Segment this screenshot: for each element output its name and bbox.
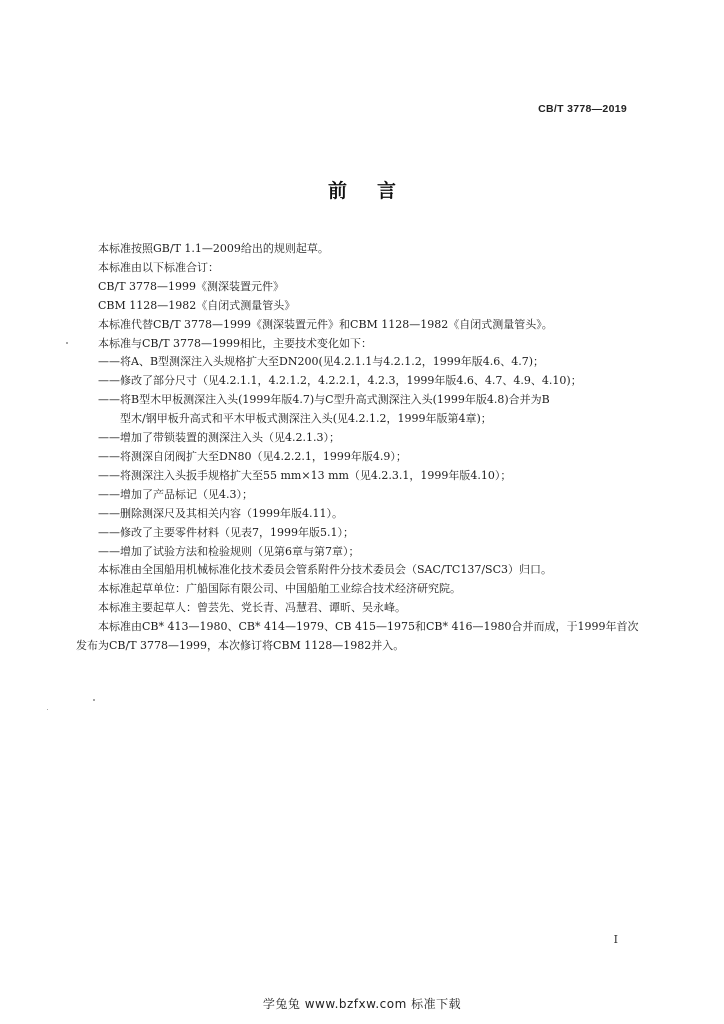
paragraph-merged-intro: 本标准由以下标准合订： <box>98 260 219 274</box>
paragraph-merged-standard-2: CBM 1128—1982《自闭式测量管头》 <box>98 298 296 312</box>
scan-speck <box>93 699 95 701</box>
page-title: 前言 <box>327 180 426 202</box>
paragraph-replaces: 本标准代替CB/T 3778—1999《测深装置元件》和CBM 1128—1982《自闭式测量管头》。 <box>98 317 553 331</box>
paragraph-drafting-rules: 本标准按照GB/T 1.1—2009给出的规则起草。 <box>98 242 329 255</box>
paragraph-history: 本标准由CB* 413—1980、CB* 414—1979、CB 415—1975和CB* 416—1980合并而成，于1999年首次 <box>98 620 639 634</box>
change-item: ——将B型木甲板测深注入头(1999年版4.7)与C型升高式测深注入头(1999年版4.8)合并为B <box>98 393 550 407</box>
paragraph-history-continuation: 发布为CB/T 3778—1999，本次修订将CBM 1128—1982并入。 <box>76 639 405 653</box>
change-item: ——删除测深尺及其相关内容（1999年版4.11）。 <box>98 506 343 520</box>
change-item: ——增加了产品标记（见4.3）； <box>98 487 253 501</box>
paragraph-drafting-units: 本标准起草单位：广船国际有限公司、中国船舶工业综合技术经济研究院。 <box>98 582 461 596</box>
footer-watermark: 学兔兔 www.bzfxw.com 标准下载 <box>262 997 462 1011</box>
paragraph-changes-intro: 本标准与CB/T 3778—1999相比，主要技术变化如下： <box>98 336 373 350</box>
change-item: ——修改了部分尺寸（见4.2.1.1，4.2.1.2，4.2.2.1，4.2.3，1999年版4.6、4.7、4.9、4.10)； <box>98 374 582 388</box>
change-item: ——将A、B型测深注入头规格扩大至DN200(见4.2.1.1与4.2.1.2，1999年版4.6、4.7)； <box>98 355 544 369</box>
paragraph-drafters: 本标准主要起草人：曾芸先、党长青、冯慧君、谭昕、吴永峰。 <box>98 601 406 615</box>
change-item: ——增加了带锁装置的测深注入头（见4.2.1.3）； <box>98 431 340 445</box>
page-number: I <box>613 933 618 946</box>
change-item: ——增加了试验方法和检验规则（见第6章与第7章）； <box>98 544 360 558</box>
standard-code: CB/T 3778—2019 <box>538 103 627 115</box>
scan-speck <box>66 342 68 344</box>
foreword-body <box>76 240 654 656</box>
paragraph-merged-standard-1: CB/T 3778—1999《测深装置元件》 <box>98 279 285 293</box>
change-item: ——将测深自闭阀扩大至DN80（见4.2.2.1，1999年版4.9）； <box>98 449 407 463</box>
change-item: ——修改了主要零件材料（见表7，1999年版5.1）； <box>98 525 354 539</box>
paragraph-technical-committee: 本标准由全国船用机械标准化技术委员会管系附件分技术委员会（SAC/TC137/SC3）归口。 <box>98 563 553 577</box>
change-item: ——将测深注入头扳手规格扩大至55 mm×13 mm（见4.2.3.1，1999年版4.10）； <box>98 468 512 482</box>
change-item-continuation: 型木/钢甲板升高式和平木甲板式测深注入头(见4.2.1.2，1999年版第4章)； <box>120 412 492 426</box>
scan-speck <box>47 709 48 710</box>
